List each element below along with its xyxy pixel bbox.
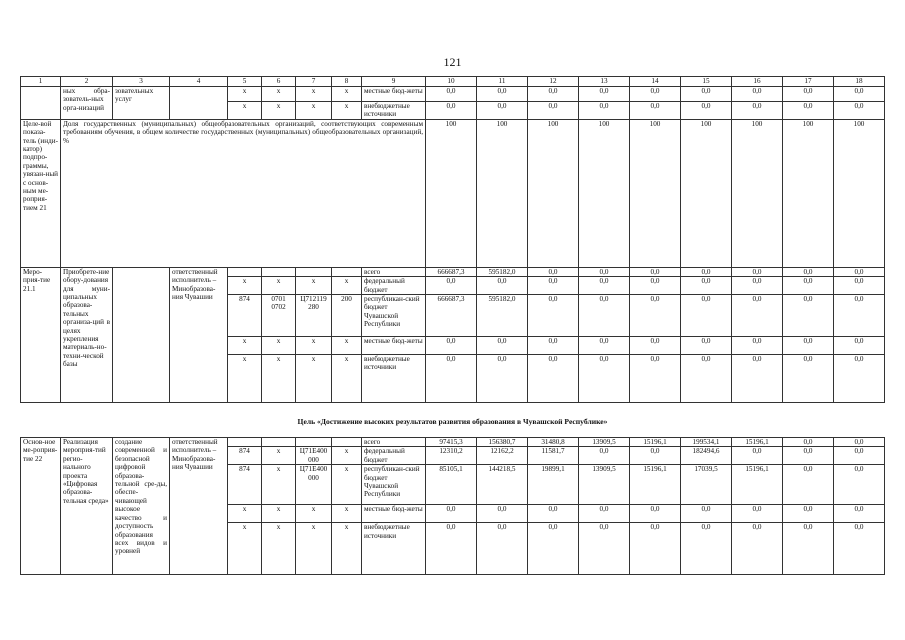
header-cell: 5 bbox=[228, 77, 262, 87]
code-cell-c5: x bbox=[228, 523, 262, 575]
goal-heading: Цель «Достижение высоких результатов развития образования в Чувашской Республике» bbox=[21, 403, 885, 438]
code-cell-c8: x bbox=[332, 277, 362, 295]
indicator-label: Целе-вой показа-тель (инди-катор) подпро-граммы, увязан-ный с основ-ным ме-роприя-тием 21 bbox=[21, 119, 61, 267]
value-cell: 0,0 bbox=[579, 523, 630, 575]
code-cell-c5: x bbox=[228, 87, 262, 102]
header-cell: 2 bbox=[61, 77, 113, 87]
indicator-value: 100 bbox=[528, 119, 579, 267]
source-cell: всего bbox=[362, 438, 426, 447]
code-cell-c6: x bbox=[262, 465, 296, 505]
header-cell: 17 bbox=[783, 77, 834, 87]
value-cell: 0,0 bbox=[630, 337, 681, 355]
indicator-row bbox=[21, 119, 885, 267]
cont-col3: зовательных услуг bbox=[113, 87, 170, 120]
measure-title: Приобрете-ние обору-дования для муни-ципальных образова-тельных организа-ций в целях укрепления материаль-но-техни-ческой базы bbox=[61, 267, 113, 402]
table-row bbox=[21, 438, 885, 447]
source-cell: внебюджетные источники bbox=[362, 523, 426, 575]
measure-executor: ответственный исполнитель – Минобразова-ния Чувашии bbox=[170, 438, 228, 575]
value-cell: 0,0 bbox=[528, 355, 579, 403]
value-cell: 0,0 bbox=[783, 337, 834, 355]
code-cell-c6 bbox=[262, 438, 296, 447]
value-cell: 0,0 bbox=[732, 267, 783, 276]
code-cell-c8: x bbox=[332, 355, 362, 403]
code-cell-c5: x bbox=[228, 102, 262, 120]
value-cell: 0,0 bbox=[630, 102, 681, 120]
value-cell: 144218,5 bbox=[477, 465, 528, 505]
value-cell: 0,0 bbox=[834, 523, 885, 575]
code-cell-c8: x bbox=[332, 337, 362, 355]
header-cell: 10 bbox=[426, 77, 477, 87]
code-cell-c8: x bbox=[332, 523, 362, 575]
value-cell: 0,0 bbox=[630, 505, 681, 523]
code-cell-c8: x bbox=[332, 447, 362, 465]
value-cell: 0,0 bbox=[528, 523, 579, 575]
goal-row bbox=[21, 403, 885, 438]
value-cell: 0,0 bbox=[579, 337, 630, 355]
code-cell-c8: x bbox=[332, 505, 362, 523]
budget-table bbox=[20, 76, 885, 575]
value-cell: 0,0 bbox=[681, 267, 732, 276]
value-cell: 0,0 bbox=[783, 465, 834, 505]
table-row bbox=[21, 87, 885, 102]
value-cell: 182494,6 bbox=[681, 447, 732, 465]
value-cell: 0,0 bbox=[477, 355, 528, 403]
header-cell: 14 bbox=[630, 77, 681, 87]
value-cell: 0,0 bbox=[834, 102, 885, 120]
code-cell-c5 bbox=[228, 438, 262, 447]
value-cell: 0,0 bbox=[783, 505, 834, 523]
value-cell: 0,0 bbox=[477, 523, 528, 575]
header-cell: 3 bbox=[113, 77, 170, 87]
code-cell-c6: x bbox=[262, 102, 296, 120]
value-cell: 0,0 bbox=[630, 277, 681, 295]
value-cell: 0,0 bbox=[732, 447, 783, 465]
value-cell: 0,0 bbox=[783, 355, 834, 403]
value-cell: 0,0 bbox=[681, 523, 732, 575]
value-cell: 0,0 bbox=[630, 447, 681, 465]
indicator-value: 100 bbox=[834, 119, 885, 267]
value-cell: 0,0 bbox=[681, 295, 732, 337]
value-cell: 0,0 bbox=[528, 505, 579, 523]
measure-goal bbox=[113, 267, 170, 402]
code-cell-c8 bbox=[332, 438, 362, 447]
value-cell: 12162,2 bbox=[477, 447, 528, 465]
header-cell: 13 bbox=[579, 77, 630, 87]
value-cell: 0,0 bbox=[834, 267, 885, 276]
value-cell: 0,0 bbox=[732, 337, 783, 355]
value-cell: 0,0 bbox=[579, 102, 630, 120]
code-cell-c7: x bbox=[296, 277, 332, 295]
indicator-value: 100 bbox=[579, 119, 630, 267]
measure-goal: создание современной и безопасной цифровой образова-тельной сре-ды, обеспе-чивающей высокое качество и доступность образования всех видов и уровней bbox=[113, 438, 170, 575]
source-cell: республикан-ский бюджет Чувашской Республики bbox=[362, 465, 426, 505]
code-cell-c6: 0701 0702 bbox=[262, 295, 296, 337]
header-cell: 12 bbox=[528, 77, 579, 87]
header-cell: 1 bbox=[21, 77, 61, 87]
code-cell-c7: x bbox=[296, 505, 332, 523]
value-cell: 0,0 bbox=[834, 505, 885, 523]
code-cell-c7: x bbox=[296, 102, 332, 120]
value-cell: 13909,5 bbox=[579, 438, 630, 447]
value-cell: 31480,8 bbox=[528, 438, 579, 447]
value-cell: 97415,3 bbox=[426, 438, 477, 447]
value-cell: 0,0 bbox=[834, 447, 885, 465]
value-cell: 0,0 bbox=[426, 102, 477, 120]
code-cell-c5: x bbox=[228, 277, 262, 295]
value-cell: 0,0 bbox=[630, 295, 681, 337]
source-cell: внебюджетные источники bbox=[362, 355, 426, 403]
code-cell-c8: x bbox=[332, 102, 362, 120]
measure-label: Основ-ное ме-роприя-тие 22 bbox=[21, 438, 61, 575]
value-cell: 15196,1 bbox=[630, 438, 681, 447]
value-cell: 199534,1 bbox=[681, 438, 732, 447]
measure-label: Меро-прия-тие 21.1 bbox=[21, 267, 61, 402]
value-cell: 595182,0 bbox=[477, 295, 528, 337]
code-cell-c6: x bbox=[262, 447, 296, 465]
code-cell-c7: x bbox=[296, 337, 332, 355]
value-cell: 12310,2 bbox=[426, 447, 477, 465]
code-cell-c8: x bbox=[332, 87, 362, 102]
value-cell: 15196,1 bbox=[732, 465, 783, 505]
code-cell-c5: x bbox=[228, 355, 262, 403]
code-cell-c6: x bbox=[262, 337, 296, 355]
source-cell: местные бюд-жеты bbox=[362, 505, 426, 523]
value-cell: 0,0 bbox=[477, 505, 528, 523]
value-cell: 0,0 bbox=[681, 337, 732, 355]
code-cell-c8: 200 bbox=[332, 295, 362, 337]
value-cell: 0,0 bbox=[579, 267, 630, 276]
code-cell-c7 bbox=[296, 267, 332, 276]
code-cell-c7: Ц712119 280 bbox=[296, 295, 332, 337]
value-cell: 15196,1 bbox=[630, 465, 681, 505]
value-cell: 0,0 bbox=[528, 87, 579, 102]
source-cell: местные бюд-жеты bbox=[362, 337, 426, 355]
header-cell: 7 bbox=[296, 77, 332, 87]
value-cell: 0,0 bbox=[579, 295, 630, 337]
value-cell: 0,0 bbox=[783, 523, 834, 575]
measure-title: Реализация мероприя-тий регио-нального проекта «Цифровая образова-тельная среда» bbox=[61, 438, 113, 575]
value-cell: 0,0 bbox=[426, 277, 477, 295]
value-cell: 0,0 bbox=[681, 355, 732, 403]
indicator-value: 100 bbox=[783, 119, 834, 267]
value-cell: 0,0 bbox=[783, 102, 834, 120]
value-cell: 0,0 bbox=[732, 277, 783, 295]
value-cell: 0,0 bbox=[630, 523, 681, 575]
indicator-text: Доля государственных (муниципальных) общеобразовательных организаций, соответствующих современным требованиям обучения, в общем количестве государственных (муниципальных) общеобразовательных организаций, % bbox=[61, 119, 426, 267]
code-cell-c6: x bbox=[262, 505, 296, 523]
source-cell: внебюджетные источники bbox=[362, 102, 426, 120]
value-cell: 0,0 bbox=[681, 87, 732, 102]
code-cell-c5: 874 bbox=[228, 295, 262, 337]
code-cell-c7: Ц71Е400 000 bbox=[296, 465, 332, 505]
value-cell: 0,0 bbox=[783, 267, 834, 276]
value-cell: 0,0 bbox=[681, 505, 732, 523]
value-cell: 0,0 bbox=[579, 87, 630, 102]
value-cell: 0,0 bbox=[579, 277, 630, 295]
header-cell: 11 bbox=[477, 77, 528, 87]
value-cell: 0,0 bbox=[426, 355, 477, 403]
value-cell: 0,0 bbox=[732, 355, 783, 403]
value-cell: 0,0 bbox=[477, 102, 528, 120]
code-cell-c7: x bbox=[296, 87, 332, 102]
value-cell: 0,0 bbox=[783, 447, 834, 465]
code-cell-c7: x bbox=[296, 355, 332, 403]
header-cell: 9 bbox=[362, 77, 426, 87]
value-cell: 0,0 bbox=[834, 465, 885, 505]
value-cell: 0,0 bbox=[630, 355, 681, 403]
table-row bbox=[21, 267, 885, 276]
measure-executor: ответственный исполнитель – Минобразова-ния Чувашии bbox=[170, 267, 228, 402]
value-cell: 0,0 bbox=[579, 505, 630, 523]
value-cell: 0,0 bbox=[681, 102, 732, 120]
value-cell: 0,0 bbox=[579, 355, 630, 403]
value-cell: 0,0 bbox=[834, 355, 885, 403]
source-cell: всего bbox=[362, 267, 426, 276]
value-cell: 0,0 bbox=[834, 295, 885, 337]
value-cell: 0,0 bbox=[681, 277, 732, 295]
indicator-value: 100 bbox=[681, 119, 732, 267]
indicator-value: 100 bbox=[732, 119, 783, 267]
value-cell: 85105,1 bbox=[426, 465, 477, 505]
value-cell: 0,0 bbox=[630, 267, 681, 276]
value-cell: 0,0 bbox=[732, 102, 783, 120]
value-cell: 0,0 bbox=[477, 277, 528, 295]
value-cell: 0,0 bbox=[834, 438, 885, 447]
value-cell: 0,0 bbox=[477, 337, 528, 355]
header-cell: 8 bbox=[332, 77, 362, 87]
code-cell-c6: x bbox=[262, 277, 296, 295]
code-cell-c6 bbox=[262, 267, 296, 276]
value-cell: 13909,5 bbox=[579, 465, 630, 505]
code-cell-c8: x bbox=[332, 465, 362, 505]
value-cell: 11581,7 bbox=[528, 447, 579, 465]
indicator-value: 100 bbox=[630, 119, 681, 267]
value-cell: 0,0 bbox=[426, 505, 477, 523]
page-number: 121 bbox=[443, 55, 462, 69]
value-cell: 0,0 bbox=[579, 447, 630, 465]
value-cell: 0,0 bbox=[783, 295, 834, 337]
code-cell-c5: 874 bbox=[228, 447, 262, 465]
code-cell-c8 bbox=[332, 267, 362, 276]
code-cell-c7: Ц71Е400 000 bbox=[296, 447, 332, 465]
value-cell: 0,0 bbox=[783, 87, 834, 102]
source-cell: республикан-ский бюджет Чувашской Республики bbox=[362, 295, 426, 337]
value-cell: 17039,5 bbox=[681, 465, 732, 505]
value-cell: 0,0 bbox=[834, 87, 885, 102]
value-cell: 666687,3 bbox=[426, 295, 477, 337]
indicator-value: 100 bbox=[426, 119, 477, 267]
value-cell: 0,0 bbox=[732, 295, 783, 337]
code-cell-c6: x bbox=[262, 87, 296, 102]
header-cell: 6 bbox=[262, 77, 296, 87]
code-cell-c5: 874 bbox=[228, 465, 262, 505]
cont-col4 bbox=[170, 87, 228, 120]
value-cell: 19899,1 bbox=[528, 465, 579, 505]
value-cell: 0,0 bbox=[477, 87, 528, 102]
source-cell: федеральный бюджет bbox=[362, 447, 426, 465]
value-cell: 156380,7 bbox=[477, 438, 528, 447]
code-cell-c7 bbox=[296, 438, 332, 447]
value-cell: 0,0 bbox=[732, 505, 783, 523]
code-cell-c6: x bbox=[262, 523, 296, 575]
code-cell-c5 bbox=[228, 267, 262, 276]
code-cell-c5: x bbox=[228, 505, 262, 523]
value-cell: 0,0 bbox=[834, 277, 885, 295]
value-cell: 0,0 bbox=[732, 523, 783, 575]
value-cell: 0,0 bbox=[426, 87, 477, 102]
value-cell: 0,0 bbox=[783, 438, 834, 447]
source-cell: местные бюд-жеты bbox=[362, 87, 426, 102]
cont-col1 bbox=[21, 87, 61, 120]
indicator-value: 100 bbox=[477, 119, 528, 267]
header-cell: 4 bbox=[170, 77, 228, 87]
value-cell: 0,0 bbox=[426, 337, 477, 355]
value-cell: 0,0 bbox=[528, 102, 579, 120]
header-cell: 18 bbox=[834, 77, 885, 87]
code-cell-c5: x bbox=[228, 337, 262, 355]
value-cell: 15196,1 bbox=[732, 438, 783, 447]
value-cell: 0,0 bbox=[528, 295, 579, 337]
cont-col2: ных обра-зователь-ных орга-низаций bbox=[61, 87, 113, 120]
value-cell: 595182,0 bbox=[477, 267, 528, 276]
value-cell: 0,0 bbox=[528, 267, 579, 276]
header-row bbox=[21, 77, 885, 87]
value-cell: 666687,3 bbox=[426, 267, 477, 276]
value-cell: 0,0 bbox=[834, 337, 885, 355]
code-cell-c7: x bbox=[296, 523, 332, 575]
value-cell: 0,0 bbox=[528, 337, 579, 355]
value-cell: 0,0 bbox=[426, 523, 477, 575]
header-cell: 15 bbox=[681, 77, 732, 87]
value-cell: 0,0 bbox=[732, 87, 783, 102]
value-cell: 0,0 bbox=[528, 277, 579, 295]
value-cell: 0,0 bbox=[783, 277, 834, 295]
code-cell-c6: x bbox=[262, 355, 296, 403]
header-cell: 16 bbox=[732, 77, 783, 87]
value-cell: 0,0 bbox=[630, 87, 681, 102]
table-body bbox=[21, 77, 885, 575]
source-cell: федеральный бюджет bbox=[362, 277, 426, 295]
